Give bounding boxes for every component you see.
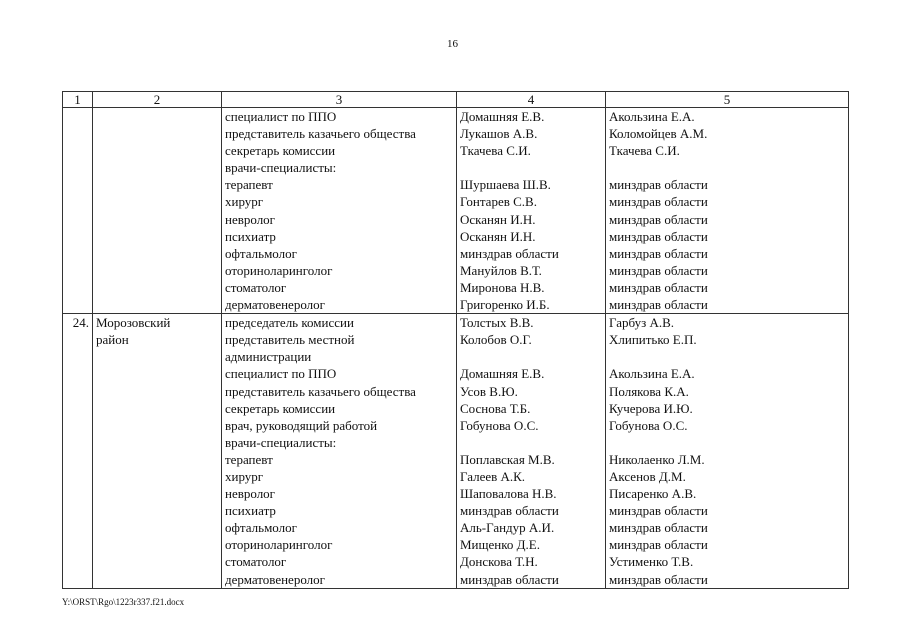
role-line: стоматолог — [225, 554, 287, 570]
col-header-2: 2 — [93, 92, 222, 108]
file-path-footer: Y:\ORST\Rgo\1223r337.f21.docx — [62, 597, 185, 607]
role-cell — [222, 108, 457, 314]
table-row — [63, 108, 849, 314]
reserve-cell — [606, 314, 849, 589]
member-line: Усов В.Ю. — [460, 383, 518, 399]
reserve-line: минздрав области — [609, 262, 708, 278]
role-line: хирург — [225, 194, 264, 210]
reserve-line: Хлипитько Е.П. — [609, 332, 697, 348]
col-header-3: 3 — [222, 92, 457, 108]
reserve-line: минздрав области — [609, 571, 708, 587]
reserve-line: Устименко Т.В. — [609, 554, 694, 570]
reserve-line: минздрав области — [609, 520, 708, 536]
member-line: Аль-Гандур А.И. — [460, 520, 555, 536]
role-line: представитель казачьего общества — [225, 126, 416, 142]
reserve-line: Кучерова И.Ю. — [609, 400, 693, 416]
district-line: район — [96, 332, 129, 348]
row-number-cell — [63, 108, 93, 314]
member-line: Ткачева С.И. — [460, 143, 531, 159]
member-line: минздрав области — [460, 245, 559, 261]
reserve-line — [606, 348, 848, 365]
member-line: Колобов О.Г. — [460, 332, 532, 348]
member-line: Осканян И.Н. — [460, 228, 536, 244]
member-line: минздрав области — [460, 571, 559, 587]
member-line: Лукашов А.В. — [460, 126, 538, 142]
member-line: Шуршаева Ш.В. — [460, 177, 551, 193]
district-line — [93, 108, 221, 125]
district-line: Морозовский — [96, 315, 171, 331]
reserve-line: минздрав области — [609, 177, 708, 193]
reserve-line: Акользина Е.А. — [609, 109, 695, 124]
reserve-line — [606, 159, 848, 176]
district-cell — [93, 314, 222, 589]
reserve-cell — [606, 108, 849, 314]
row-number-line: 24. — [72, 315, 89, 331]
role-line: врачи-специалисты: — [225, 160, 337, 176]
reserve-line: минздрав области — [609, 503, 708, 519]
role-line: специалист по ППО — [225, 366, 337, 382]
commission-table — [62, 91, 849, 589]
role-line: председатель комиссии — [225, 315, 354, 331]
reserve-line: Акользина Е.А. — [609, 366, 695, 382]
role-line: администрации — [225, 349, 312, 365]
role-line: врач, руководящий работой — [225, 417, 378, 433]
member-cell — [457, 108, 606, 314]
member-line: Домашняя Е.В. — [460, 366, 545, 382]
role-line: представитель местной — [225, 332, 355, 348]
role-line: психиатр — [225, 503, 276, 519]
reserve-line: Ткачева С.И. — [609, 143, 680, 159]
reserve-line: минздрав области — [609, 297, 708, 313]
role-line: стоматолог — [225, 279, 287, 295]
row-number-cell — [63, 314, 93, 589]
reserve-line: Коломойцев А.М. — [609, 126, 708, 142]
role-line: секретарь комиссии — [225, 143, 336, 159]
reserve-line: Писаренко А.В. — [609, 486, 697, 502]
member-line: Домашняя Е.В. — [460, 109, 545, 124]
role-line: хирург — [225, 468, 264, 484]
page-number: 16 — [447, 38, 458, 50]
member-line: Донскова Т.Н. — [460, 554, 538, 570]
reserve-line: минздрав области — [609, 194, 708, 210]
reserve-line: Аксенов Д.М. — [609, 468, 686, 484]
member-line: Поплавская М.В. — [460, 451, 555, 467]
member-line: Гобунова О.С. — [460, 417, 539, 433]
member-line: Мищенко Д.Е. — [460, 537, 540, 553]
col-header-5: 5 — [606, 92, 849, 108]
role-line: дерматовенеролог — [225, 297, 325, 313]
reserve-line: Гарбуз А.В. — [609, 315, 675, 331]
member-line: Григоренко И.Б. — [460, 297, 550, 313]
reserve-line: минздрав области — [609, 245, 708, 261]
reserve-line: минздрав области — [609, 537, 708, 553]
member-line — [457, 434, 605, 451]
role-line: психиатр — [225, 228, 276, 244]
member-line: Осканян И.Н. — [460, 211, 536, 227]
header-row — [63, 92, 849, 108]
reserve-line: минздрав области — [609, 228, 708, 244]
role-line: офтальмолог — [225, 245, 297, 261]
role-line: невролог — [225, 486, 276, 502]
role-line: секретарь комиссии — [225, 400, 336, 416]
role-line: представитель казачьего общества — [225, 383, 416, 399]
table-row — [63, 314, 849, 589]
reserve-line: Гобунова О.С. — [609, 417, 688, 433]
role-line: терапевт — [225, 177, 273, 193]
reserve-line: Николаенко Л.М. — [609, 451, 705, 467]
role-line: специалист по ППО — [225, 109, 337, 124]
role-line: оториноларинголог — [225, 537, 333, 553]
reserve-line: минздрав области — [609, 211, 708, 227]
member-line: Миронова Н.В. — [460, 279, 545, 295]
member-line — [457, 159, 605, 176]
role-line: оториноларинголог — [225, 262, 333, 278]
role-line: терапевт — [225, 451, 273, 467]
role-cell — [222, 314, 457, 589]
member-line: Гонтарев С.В. — [460, 194, 537, 210]
col-header-1: 1 — [63, 92, 93, 108]
member-line: Толстых В.В. — [460, 315, 534, 331]
member-line: Галеев А.К. — [460, 468, 526, 484]
member-line: Мануйлов В.Т. — [460, 262, 542, 278]
member-line: Шаповалова Н.В. — [460, 486, 557, 502]
col-header-4: 4 — [457, 92, 606, 108]
member-cell — [457, 314, 606, 589]
member-line: Соснова Т.Б. — [460, 400, 531, 416]
row-number-line — [63, 108, 92, 125]
role-line: невролог — [225, 211, 276, 227]
reserve-line: минздрав области — [609, 279, 708, 295]
district-cell — [93, 108, 222, 314]
member-line: минздрав области — [460, 503, 559, 519]
member-line — [457, 348, 605, 365]
role-line: дерматовенеролог — [225, 571, 325, 587]
role-line: врачи-специалисты: — [225, 434, 337, 450]
reserve-line — [606, 434, 848, 451]
reserve-line: Полякова К.А. — [609, 383, 689, 399]
role-line: офтальмолог — [225, 520, 297, 536]
